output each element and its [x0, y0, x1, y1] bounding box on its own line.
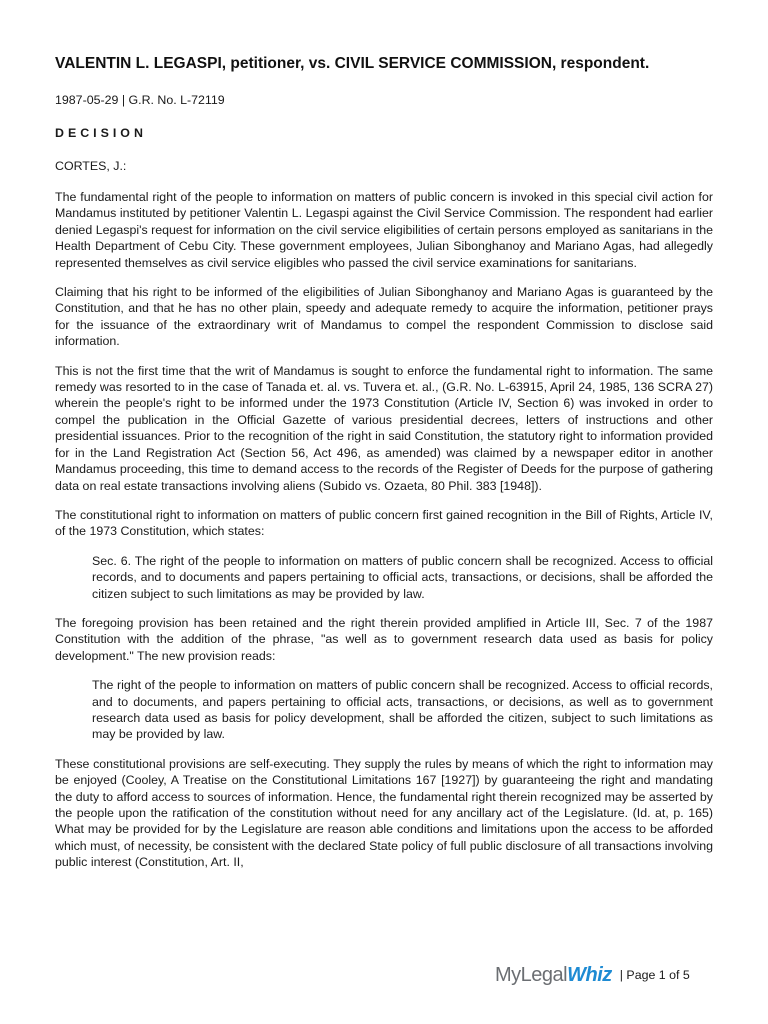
body-paragraph: These constitutional provisions are self-executing. They supply the rules by means of which the right to information may be enjoyed (Cooley, A Treatise on the Constitutional Limitations 167 [1927]) by guaranteeing the right and mandating the duty to afford access to sources of information. Hence, the fundamental right therein recognized may be asserted by the people upon the ratification of the constitution without need for any ancillary act of the Legislature. (Id. at, p. 165) What may be provided for by the Legislature are reason able conditions and limitations upon the access to be afforded which must, of necessity, be consistent with the declared State policy of full public disclosure of all transactions involving public interest (Constitution, Art. II, [55, 756, 713, 870]
block-quote: Sec. 6. The right of the people to information on matters of public concern shall be recognized. Access to official records, and to documents and papers pertaining to official acts, transactions, or decisions, shall be afforded the citizen subject to such limitations as may be provided by law. [92, 553, 713, 601]
body-paragraph: This is not the first time that the writ of Mandamus is sought to enforce the fundamental right to information. The same remedy was resorted to in the case of Tanada et. al. vs. Tuvera et. al., (G.R. No. L-63915, April 24, 1985, 136 SCRA 27) wherein the people's right to be informed under the 1973 Constitution (Article IV, Section 6) was invoked in order to compel the publication in the Official Gazette of various presidential decrees, letters of instructions and other presidential issuances. Prior to the recognition of the right in said Constitution, the statutory right to information provided for in the Land Registration Act (Section 56, Act 496, as amended) was claimed by a newspaper editor in another Mandamus proceeding, this time to demand access to the records of the Register of Deeds for the purpose of gathering data on real estate transactions involving aliens (Subido vs. Ozaeta, 80 Phil. 383 [1948]). [55, 363, 713, 493]
page-number: | Page 1 of 5 [619, 968, 690, 982]
mylegalwhiz-logo [495, 962, 612, 988]
body-paragraph: The constitutional right to information on matters of public concern first gained recognition in the Bill of Rights, Article IV, of the 1973 Constitution, which states: [55, 507, 713, 539]
ponente: CORTES, J.: [55, 159, 127, 173]
document-page [55, 54, 713, 884]
logo-text-whiz: Whiz [567, 964, 612, 986]
case-date-and-number: 1987-05-29 | G.R. No. L-72119 [55, 93, 225, 107]
body-paragraph: Claiming that his right to be informed of the eligibilities of Julian Sibonghanoy and Mariano Agas is guaranteed by the Constitution, and that he has no other plain, speedy and adequate remedy to acquire the information, petitioner prays for the issuance of the extraordinary writ of Mandamus to compel the respondent Commission to disclose said information. [55, 285, 713, 349]
page-footer [495, 962, 690, 988]
logo-text-mylegal: MyLegal [495, 964, 568, 986]
case-title: VALENTIN L. LEGASPI, petitioner, vs. CIVIL SERVICE COMMISSION, respondent. [55, 55, 650, 72]
body-paragraph: The fundamental right of the people to information on matters of public concern is invoked in this special civil action for Mandamus instituted by petitioner Valentin L. Legaspi against the Civil Service Commission. The respondent had earlier denied Legaspi's request for information on the civil service eligibilities of certain persons employed as sanitarians in the Health Department of Cebu City. These government employees, Julian Sibonghanoy and Mariano Agas, had allegedly represented themselves as civil service eligibles who passed the civil service examinations for sanitarians. [55, 190, 713, 270]
block-quote: The right of the people to information on matters of public concern shall be recognized. Access to official records, and to documents, and papers pertaining to official acts, transactions, or decisions, as well as to government research data used as basis for policy development, shall be afforded the citizen, subject to such limitations as may be provided by law. [92, 678, 713, 742]
decision-heading: DECISION [55, 126, 147, 140]
body-paragraph: The foregoing provision has been retained and the right therein provided amplified in Article III, Sec. 7 of the 1987 Constitution with the addition of the phrase, "as well as to government research data used as basis for policy development." The new provision reads: [55, 615, 713, 663]
